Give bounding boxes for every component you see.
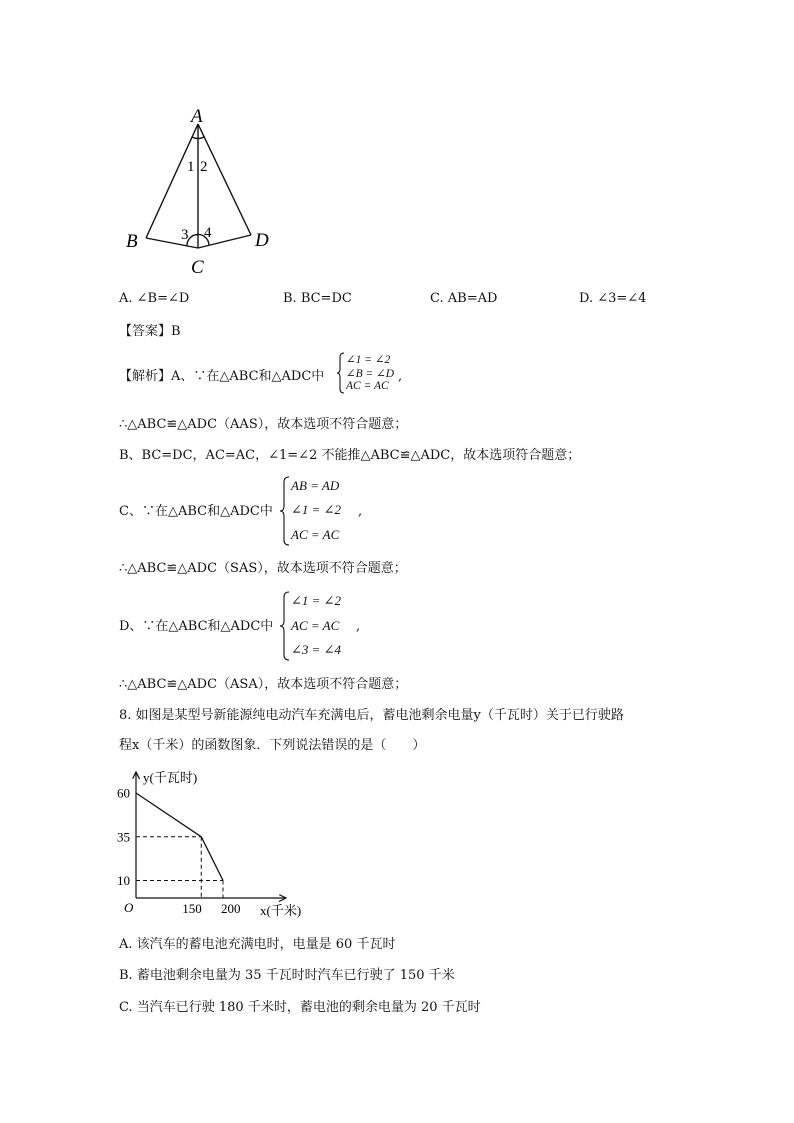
analysis-a-tail: , (398, 369, 403, 384)
analysis-c-eq-2: ∠1 = ∠2 (291, 502, 342, 517)
q8-function-graph (110, 765, 330, 925)
left-brace-icon (337, 352, 345, 394)
analysis-a-conclusion: ∴△ABC≌△ADC（AAS），故本选项不符合题意； (119, 417, 408, 432)
origin-label: O (124, 900, 134, 915)
analysis-a-eq-2: ∠B = ∠D (346, 368, 395, 380)
side-ab (146, 124, 198, 238)
x-tick-label: 200 (221, 901, 241, 916)
y-tick-label: 35 (117, 829, 130, 845)
angle-4-label: 4 (204, 225, 212, 241)
left-brace-icon (280, 591, 290, 661)
analysis-c-intro: C、∵在△ABC和△ADC中 (119, 504, 273, 519)
y-axis-label: y(千瓦时) (143, 770, 198, 785)
q7-option-b: B. BC=DC (283, 291, 352, 306)
left-brace-icon (280, 476, 290, 546)
q8-option-c: C. 当汽车已行驶 180 千米时，蓄电池的剩余电量为 20 千瓦时 (119, 1000, 481, 1015)
vertex-c-label: C (191, 257, 204, 278)
analysis-a-eq-3: AC = AC (346, 380, 389, 392)
q8-option-a: A. 该汽车的蓄电池充满电时，电量是 60 千瓦时 (119, 937, 396, 952)
q8-stem-line-1: 8. 如图是某型号新能源纯电动汽车充满电后，蓄电池剩余电量y（千瓦时）关于已行驶路 (119, 708, 624, 723)
x-tick-label: 150 (182, 901, 202, 916)
analysis-a-eq-1: ∠1 = ∠2 (346, 354, 391, 366)
analysis-c-conclusion: ∴△ABC≌△ADC（SAS），故本选项不符合题意； (119, 561, 407, 576)
angle-2-label: 2 (200, 159, 208, 175)
vertex-d-label: D (255, 230, 269, 251)
analysis-d-conclusion: ∴△ABC≌△ADC（ASA），故本选项不符合题意； (119, 677, 408, 692)
analysis-d-tail: , (356, 619, 361, 634)
q7-option-a: A. ∠B=∠D (119, 291, 190, 306)
analysis-d-intro: D、∵在△ABC和△ADC中 (119, 619, 274, 634)
angle-1-label: 1 (187, 159, 195, 175)
q7-option-c: C. AB=AD (430, 291, 498, 306)
y-tick-label: 10 (117, 873, 130, 888)
triangle-figure (110, 100, 300, 285)
analysis-a-intro: 【解析】A、∵在△ABC和△ADC中 (119, 369, 325, 384)
analysis-c-eq-3: AC = AC (291, 527, 340, 542)
analysis-d-eq-3: ∠3 = ∠4 (291, 642, 342, 657)
analysis-c-eq-1: AB = AD (291, 478, 340, 493)
q8-stem-line-2: 程x（千米）的函数图象．下列说法错误的是（ ） (119, 738, 426, 753)
side-ad (198, 124, 251, 235)
x-axis-label: x(千米) (260, 903, 302, 918)
vertex-a-label: A (191, 106, 203, 127)
answer-line: 【答案】B (119, 324, 181, 339)
analysis-d-eq-2: AC = AC (291, 618, 340, 633)
side-bc (146, 238, 198, 248)
analysis-d-eq-1: ∠1 = ∠2 (291, 593, 342, 608)
y-tick-label: 60 (117, 785, 130, 801)
angle-3-label: 3 (181, 227, 189, 243)
vertex-b-label: B (126, 231, 138, 252)
q7-option-d: D. ∠3=∠4 (579, 291, 647, 306)
analysis-c-tail: , (358, 504, 363, 519)
analysis-b-line: B、BC=DC，AC=AC，∠1=∠2 不能推△ABC≌△ADC，故本选项符合题意； (119, 448, 581, 463)
q8-option-b: B. 蓄电池剩余电量为 35 千瓦时时汽车已行驶了 150 千米 (119, 968, 455, 983)
